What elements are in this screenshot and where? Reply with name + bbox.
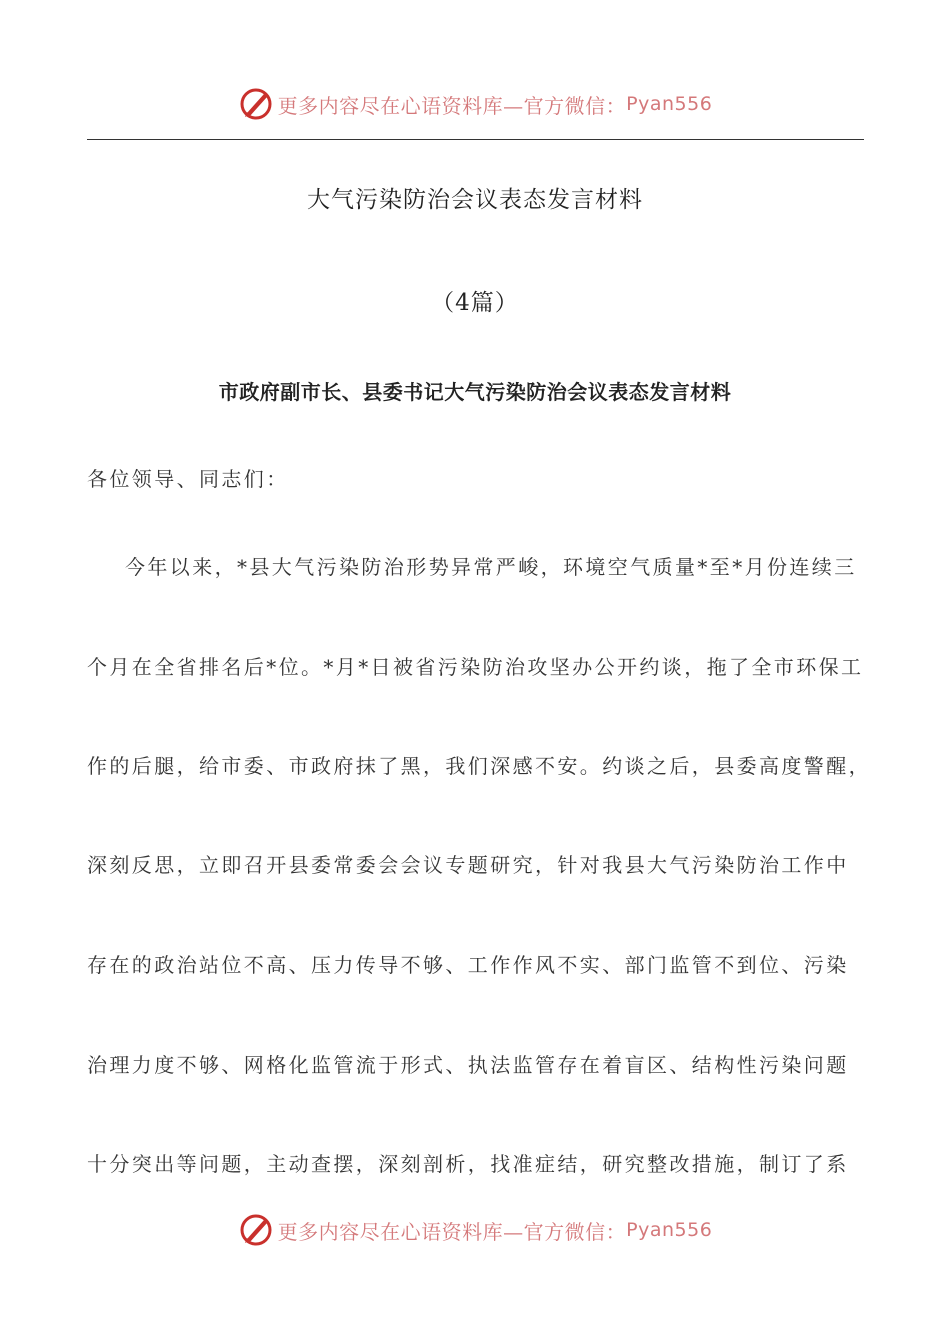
watermark-banner-top [0, 84, 950, 124]
document-title: 大气污染防治会议表态发言材料 [307, 187, 643, 213]
watermark-text: 更多内容尽在心语资料库—官方微信： [277, 1219, 627, 1244]
paragraph-line: 十分突出等问题，主动查摆，深刻剖析，找准症结，研究整改措施，制订了系 [87, 1152, 849, 1176]
pen-seal-icon [238, 1212, 274, 1248]
watermark-banner-bottom [0, 1210, 950, 1250]
paragraph-line: 个月在全省排名后*位。*月*日被省污染防治攻坚办公开约谈，拖了全市环保工 [87, 655, 864, 679]
watermark-handle: Pyan556 [626, 1219, 713, 1241]
paragraph-line: 深刻反思，立即召开县委常委会会议专题研究，针对我县大气污染防治工作中 [87, 853, 849, 877]
section-subtitle: 市政府副市长、县委书记大气污染防治会议表态发言材料 [218, 380, 732, 404]
document-count: （4篇） [431, 290, 519, 316]
paragraph-line: 存在的政治站位不高、压力传导不够、工作作风不实、部门监管不到位、污染 [87, 953, 849, 977]
paragraph-line: 治理力度不够、网格化监管流于形式、执法监管存在着盲区、结构性污染问题 [87, 1053, 849, 1077]
salutation: 各位领导、同志们： [87, 467, 289, 491]
header-divider [87, 139, 864, 140]
pen-seal-icon [238, 86, 274, 122]
watermark-text: 更多内容尽在心语资料库—官方微信： [277, 93, 627, 118]
watermark-handle: Pyan556 [626, 93, 713, 115]
paragraph-line: 作的后腿，给市委、市政府抹了黑，我们深感不安。约谈之后，县委高度警醒， [87, 754, 871, 778]
paragraph-line: 今年以来，*县大气污染防治形势异常严峻，环境空气质量*至*月份连续三 [125, 555, 857, 579]
